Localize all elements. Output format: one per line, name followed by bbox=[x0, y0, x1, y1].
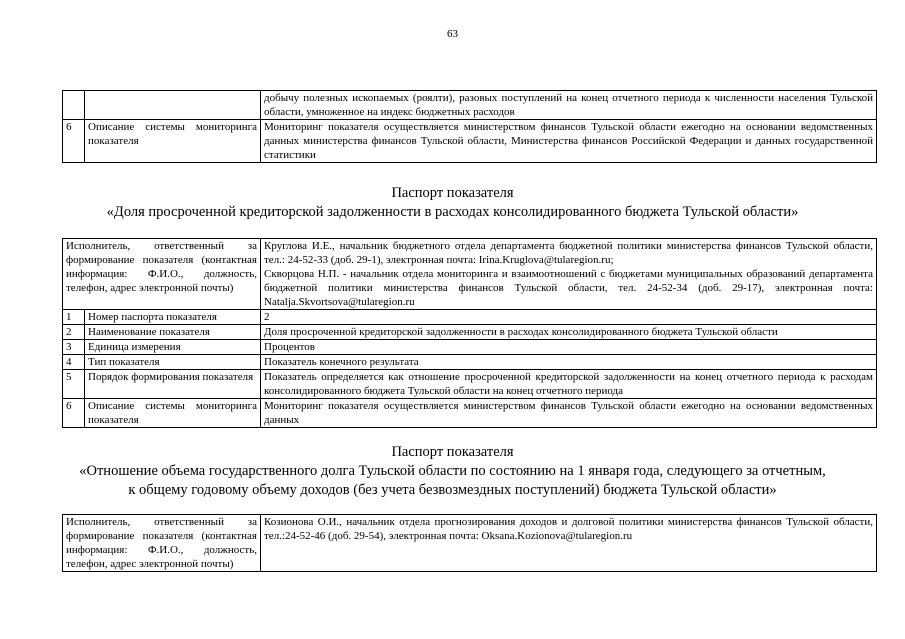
page-number: 63 bbox=[447, 28, 458, 40]
table-row bbox=[63, 370, 877, 399]
table-row bbox=[63, 120, 877, 163]
executor-row bbox=[63, 239, 877, 310]
table-row bbox=[63, 340, 877, 355]
passport-1-table bbox=[62, 238, 877, 428]
row-value: Показатель определяется как отношение просроченной кредиторской задолженности на конец отчетного периода к расходам консолидированного бюджета Тульской области на конец отчетного периода bbox=[261, 370, 877, 399]
row-label: Номер паспорта показателя bbox=[85, 310, 261, 325]
row-label: Единица измерения bbox=[85, 340, 261, 355]
top-table bbox=[62, 90, 877, 163]
row-value: Доля просроченной кредиторской задолженности в расходах консолидированного бюджета Тульской области bbox=[261, 325, 877, 340]
table-row bbox=[63, 310, 877, 325]
row-value: добычу полезных ископаемых (роялти), разовых поступлений на конец отчетного периода к численности населения Тульской области, умноженное на индекс бюджетных расходов bbox=[261, 91, 877, 120]
row-number: 3 bbox=[63, 340, 85, 355]
row-label: Описание системы мониторинга показателя bbox=[85, 399, 261, 428]
table-row bbox=[63, 91, 877, 120]
executor-value bbox=[261, 239, 877, 310]
executor-label: Исполнитель, ответственный за формирование показателя (контактная информация: Ф.И.О., должность, телефон, адрес электронной почты) bbox=[63, 239, 261, 310]
table-row bbox=[63, 325, 877, 340]
row-value: Мониторинг показателя осуществляется министерством финансов Тульской области ежегодно на основании ведомственных данных министерства финансов Тульской области, Министерства финансов Российской Федерации и данных государственной статистики bbox=[261, 120, 877, 163]
row-number bbox=[63, 91, 85, 120]
executor-value: Козионова О.И., начальник отдела прогнозирования доходов и долговой политики министерства финансов Тульской области, тел.:24-52-46 (доб. 29-54), электронная почта: Oksana.Kozionova@tularegion.ru bbox=[261, 515, 877, 572]
row-label: Тип показателя bbox=[85, 355, 261, 370]
row-number: 6 bbox=[63, 399, 85, 428]
row-number: 1 bbox=[63, 310, 85, 325]
passport-2-title: Паспорт показателя bbox=[391, 444, 514, 460]
row-number: 5 bbox=[63, 370, 85, 399]
row-number: 6 bbox=[63, 120, 85, 163]
row-value: Показатель конечного результата bbox=[261, 355, 877, 370]
executor-label: Исполнитель, ответственный за формирование показателя (контактная информация: Ф.И.О., должность, телефон, адрес электронной почты) bbox=[63, 515, 261, 572]
row-label bbox=[85, 91, 261, 120]
executor-contact-1: Круглова И.Е., начальник бюджетного отдела департамента бюджетной политики министерства финансов Тульской области, тел.: 24-52-33 (доб. 29-1), электронная почта: Irina.Kruglova@tularegion.ru; bbox=[264, 240, 873, 266]
passport-2-subtitle-line-2: к общему годовому объему доходов (без учета безвозмездных поступлений) бюджета Тульской области» bbox=[128, 482, 777, 498]
row-label: Порядок формирования показателя bbox=[85, 370, 261, 399]
row-number: 4 bbox=[63, 355, 85, 370]
row-value: Процентов bbox=[261, 340, 877, 355]
row-value: Мониторинг показателя осуществляется министерством финансов Тульской области ежегодно на основании ведомственных данных bbox=[261, 399, 877, 428]
row-label: Наименование показателя bbox=[85, 325, 261, 340]
table-row bbox=[63, 399, 877, 428]
passport-1-subtitle: «Доля просроченной кредиторской задолженности в расходах консолидированного бюджета Тульской области» bbox=[106, 204, 799, 220]
passport-1-title: Паспорт показателя bbox=[391, 185, 514, 201]
executor-contact-2: Скворцова Н.П. - начальник отдела мониторинга и взаимоотношений с бюджетами муниципальных образований департамента бюджетной политики министерства финансов Тульской области, тел. 24-52-34 (доб. 29-17), электронная почта: Natalja.Skvortsova@tularegion.ru bbox=[264, 268, 873, 308]
executor-row bbox=[63, 515, 877, 572]
row-value: 2 bbox=[261, 310, 877, 325]
table-row bbox=[63, 355, 877, 370]
row-label: Описание системы мониторинга показателя bbox=[85, 120, 261, 163]
passport-2-table bbox=[62, 514, 877, 572]
row-number: 2 bbox=[63, 325, 85, 340]
passport-2-subtitle-line-1: «Отношение объема государственного долга Тульской области по состоянию на 1 января года, следующего за отчетным, bbox=[79, 463, 826, 479]
